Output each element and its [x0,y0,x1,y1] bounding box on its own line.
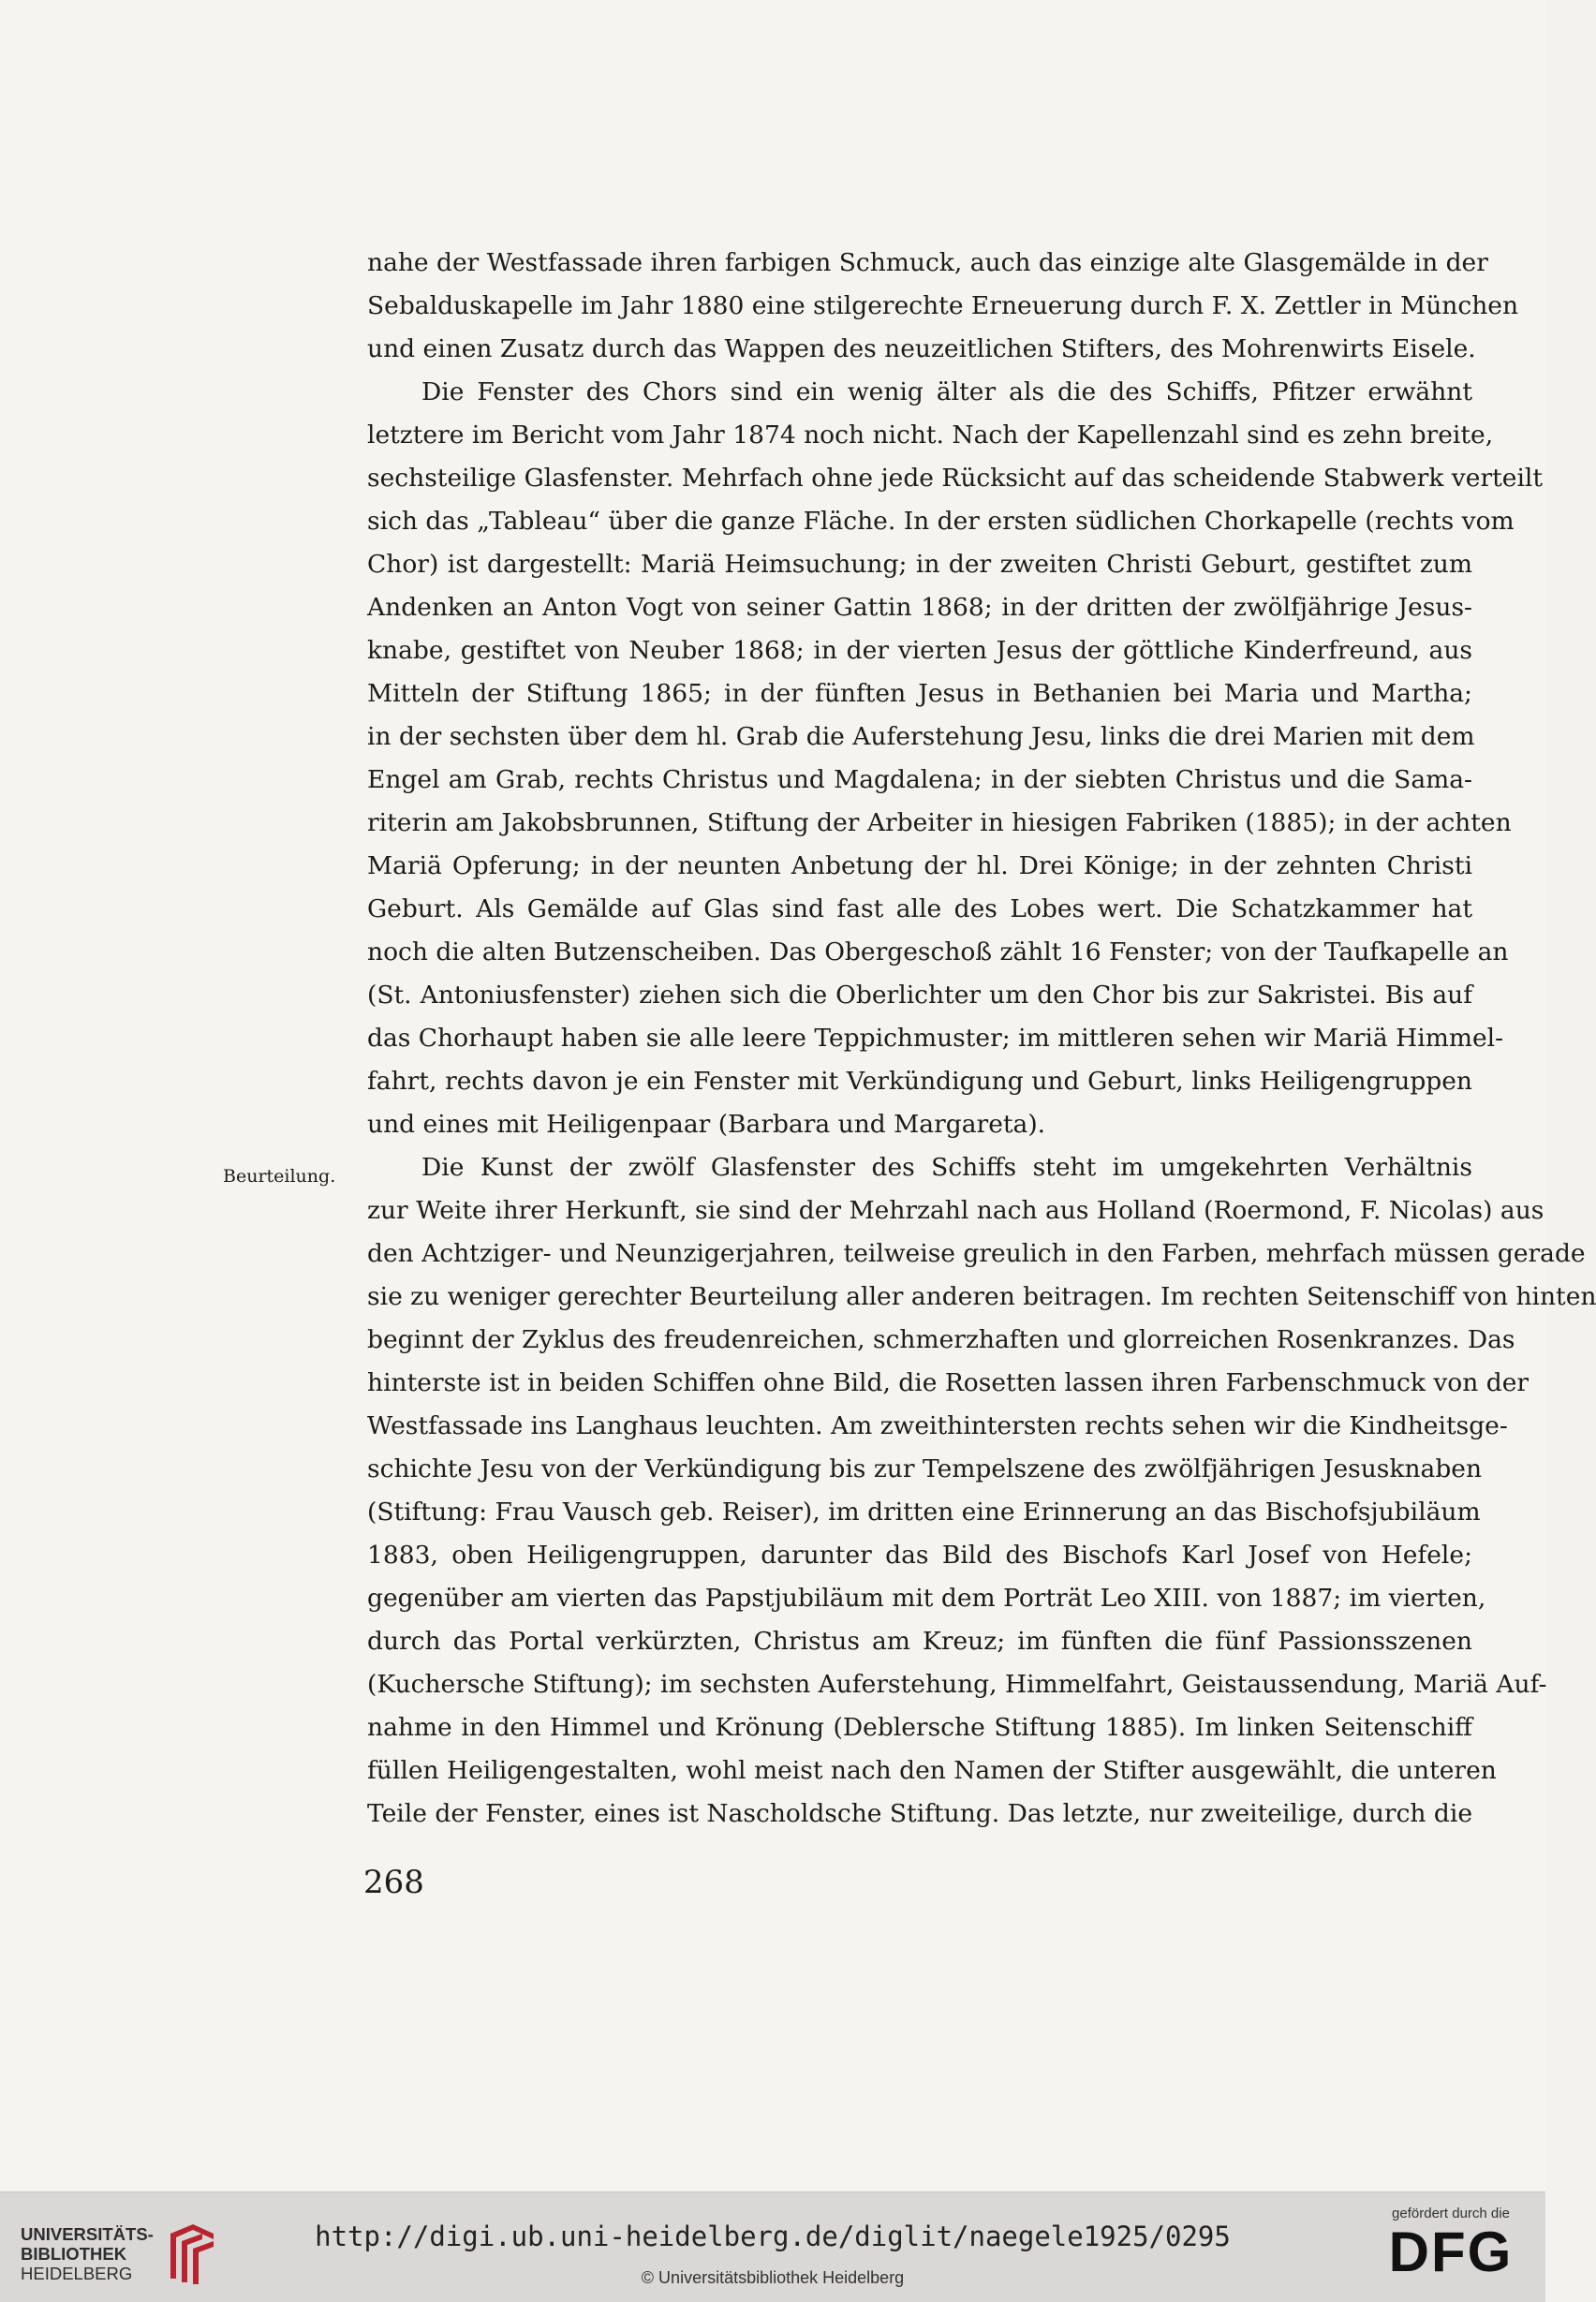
text-line: Mariä Opferung; in der neunten Anbetung der hl. Drei Könige; in der zehnten Christi [367,851,1472,880]
text-line: knabe, gestiftet von Neuber 1868; in der vierten Jesus der göttliche Kinderfreund, aus [367,636,1472,665]
text-line: den Achtziger- und Neunzigerjahren, teilweise greulich in den Farben, mehrfach müssen gerade [367,1239,1586,1268]
text-line: Chor) ist dargestellt: Mariä Heimsuchung; in der zweiten Christi Geburt, gestiftet zum [367,550,1472,579]
text-line: nahme in den Himmel und Krönung (Deblersche Stiftung 1885). Im linken Seitenschiff [367,1713,1472,1742]
margin-note: Beurteilung. [223,1166,336,1187]
permalink-url[interactable]: http://digi.ub.uni-heidelberg.de/diglit/naegele1925/0295 [315,2221,1231,2252]
text-line: hinterste ist in beiden Schiffen ohne Bild, die Rosetten lassen ihren Farbenschmuck von der [367,1368,1530,1397]
text-line: das Chorhaupt haben sie alle leere Teppichmuster; im mittleren sehen wir Mariä Himmel- [367,1024,1504,1053]
text-line: Geburt. Als Gemälde auf Glas sind fast alle des Lobes wert. Die Schatzkammer hat [367,894,1472,923]
text-line: Mitteln der Stiftung 1865; in der fünften Jesus in Bethanien bei Maria und Martha; [367,679,1472,708]
text-line: Teile der Fenster, eines ist Nascholdsche Stiftung. Das letzte, nur zweiteilige, durch die [367,1799,1473,1828]
dfg-logo[interactable] [1373,2206,1529,2283]
body-text [367,242,1596,1836]
text-line: zur Weite ihrer Herkunft, sie sind der Mehrzahl nach aus Holland (Roermond, F. Nicolas) aus [367,1196,1544,1225]
text-line: sie zu weniger gerechter Beurteilung aller anderen beitragen. Im rechten Seitenschiff von hinten [367,1282,1596,1311]
text-line: und einen Zusatz durch das Wappen des neuzeitlichen Stifters, des Mohrenwirts Eisele. [367,334,1476,363]
logo-line-3: HEIDELBERG [21,2263,133,2283]
text-line: riterin am Jakobsbrunnen, Stiftung der Arbeiter in hiesigen Fabriken (1885); in der achten [367,808,1512,837]
text-line: fahrt, rechts davon je ein Fenster mit Verkündigung und Geburt, links Heiligengruppen [367,1067,1472,1096]
text-line: gegenüber am vierten das Papstjubiläum mit dem Porträt Leo XIII. von 1887; im vierten, [367,1584,1486,1613]
text-line: letztere im Bericht vom Jahr 1874 noch nicht. Nach der Kapellenzahl sind es zehn breite, [367,421,1494,450]
text-line: beginnt der Zyklus des freudenreichen, schmerzhaften und glorreichen Rosenkranzes. Das [367,1325,1515,1354]
text-line: sich das „Tableau“ über die ganze Fläche. In der ersten südlichen Chorkapelle (rechts vom [367,507,1515,536]
text-line: Westfassade ins Langhaus leuchten. Am zweithintersten rechts sehen wir die Kindheitsge- [367,1411,1508,1440]
text-line: schichte Jesu von der Verkündigung bis zur Tempelszene des zwölfjährigen Jesusknaben [367,1454,1483,1483]
text-line: Die Fenster des Chors sind ein wenig älter als die des Schiffs, Pfitzer erwähnt [421,377,1472,406]
text-line: und eines mit Heiligenpaar (Barbara und Margareta). [367,1110,1046,1139]
dfg-wordmark: DFG [1388,2221,1514,2283]
text-line: (Stiftung: Frau Vausch geb. Reiser), im dritten eine Erinnerung an das Bischofsjubiläum [367,1498,1481,1527]
text-line: (Kuchersche Stiftung); im sechsten Auferstehung, Himmelfahrt, Geistaussendung, Mariä Auf- [367,1670,1547,1699]
footer-bar [0,2191,1545,2302]
text-line: Engel am Grab, rechts Christus und Magdalena; in der siebten Christus und die Sama- [367,765,1472,794]
copyright-notice: © Universitätsbibliothek Heidelberg [641,2268,905,2287]
logo-line-2: BIBLIOTHEK [21,2243,127,2264]
text-line: nahe der Westfassade ihren farbigen Schmuck, auch das einzige alte Glasgemälde in der [367,248,1488,277]
text-line: Andenken an Anton Vogt von seiner Gattin 1868; in der dritten der zwölfjährige Jesus- [367,593,1472,622]
text-line: noch die alten Butzenscheiben. Das Obergeschoß zählt 16 Fenster; von der Taufkapelle an [367,937,1509,967]
text-line: füllen Heiligengestalten, wohl meist nach den Namen der Stifter ausgewählt, die unteren [367,1756,1497,1785]
text-line: Sebalduskapelle im Jahr 1880 eine stilgerechte Erneuerung durch F. X. Zettler in München [367,291,1519,320]
text-line: in der sechsten über dem hl. Grab die Auferstehung Jesu, links die drei Marien mit dem [367,722,1475,751]
text-line: (St. Antoniusfenster) ziehen sich die Oberlichter um den Chor bis zur Sakristei. Bis auf [367,981,1472,1010]
text-line: durch das Portal verkürzten, Christus am Kreuz; im fünften die fünf Passionsszenen [367,1627,1472,1656]
logo-line-1: UNIVERSITÄTS- [21,2223,154,2244]
dfg-caption: gefördert durch die [1392,2206,1510,2221]
text-line: Die Kunst der zwölf Glasfenster des Schiffs steht im umgekehrten Verhältnis [421,1153,1472,1182]
text-line: sechsteilige Glasfenster. Mehrfach ohne jede Rücksicht auf das scheidende Stabwerk verteilt [367,464,1544,493]
page-number: 268 [363,1864,424,1901]
text-line: 1883, oben Heiligengruppen, darunter das Bild des Bischofs Karl Josef von Hefele; [367,1541,1472,1570]
